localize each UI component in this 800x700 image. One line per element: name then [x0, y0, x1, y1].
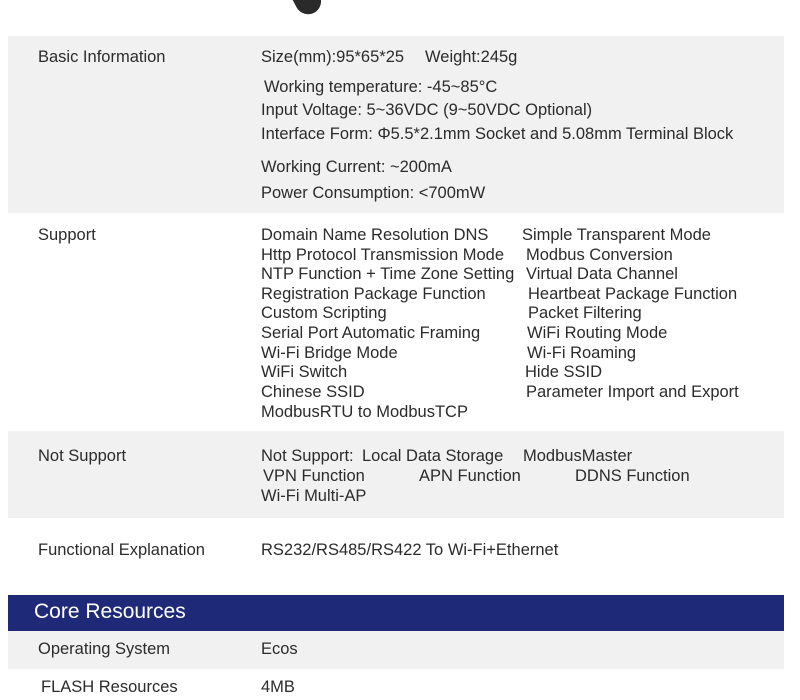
support-item: Domain Name Resolution DNS: [261, 226, 489, 244]
support-item: Hide SSID: [525, 363, 603, 381]
support-item: Modbus Conversion: [526, 246, 673, 264]
voltage-value: Input Voltage: 5~36VDC (9~50VDC Optional): [261, 101, 593, 119]
not-support-item: Local Data Storage: [362, 447, 504, 465]
weight-value: Weight:245g: [425, 48, 518, 66]
support-label: Support: [38, 226, 96, 244]
device-cable-image: [292, 0, 325, 19]
not-support-item: APN Function: [419, 467, 521, 485]
power-value: Power Consumption: <700mW: [261, 184, 486, 202]
basic-information-label: Basic Information: [38, 48, 166, 66]
basic-information-row: [8, 36, 784, 213]
support-row: [8, 213, 784, 428]
operating-system-value: Ecos: [261, 640, 298, 658]
size-value: Size(mm):95*65*25: [261, 48, 405, 66]
functional-explanation-value: RS232/RS485/RS422 To Wi-Fi+Ethernet: [261, 541, 559, 559]
support-item: ModbusRTU to ModbusTCP: [261, 403, 468, 421]
support-item: Custom Scripting: [261, 304, 387, 322]
not-support-item: VPN Function: [263, 467, 365, 485]
support-item: Wi-Fi Roaming: [527, 344, 637, 362]
support-item: Wi-Fi Bridge Mode: [261, 344, 398, 362]
support-item: Heartbeat Package Function: [528, 285, 738, 303]
current-value: Working Current: ~200mA: [261, 158, 452, 176]
support-item: Parameter Import and Export: [526, 383, 739, 401]
functional-explanation-label: Functional Explanation: [38, 541, 205, 559]
interface-value: Interface Form: Φ5.5*2.1mm Socket and 5.08mm Terminal Block: [261, 125, 734, 143]
not-support-item: Wi-Fi Multi-AP: [261, 487, 367, 505]
support-item: Virtual Data Channel: [526, 265, 678, 283]
not-support-prefix: Not Support:: [261, 447, 354, 465]
not-support-label: Not Support: [38, 447, 127, 465]
flash-resources-value: 4MB: [261, 678, 295, 696]
core-resources-header: [8, 595, 784, 631]
support-item: WiFi Routing Mode: [527, 324, 668, 342]
support-item: Serial Port Automatic Framing: [261, 324, 481, 342]
support-item: Chinese SSID: [261, 383, 365, 401]
not-support-row: [8, 431, 784, 518]
temperature-value: Working temperature: -45~85°C: [264, 78, 498, 96]
not-support-item: ModbusMaster: [523, 447, 633, 465]
operating-system-label: Operating System: [38, 640, 171, 658]
functional-explanation-row: [8, 518, 784, 582]
support-item: Simple Transparent Mode: [522, 226, 711, 244]
support-item: Packet Filtering: [528, 304, 642, 322]
support-item: WiFi Switch: [261, 363, 348, 381]
support-item: Registration Package Function: [261, 285, 486, 303]
flash-resources-label: FLASH Resources: [41, 678, 178, 696]
core-resources-title: Core Resources: [34, 600, 186, 623]
operating-system-row: [8, 631, 784, 669]
not-support-item: DDNS Function: [575, 467, 690, 485]
support-item: NTP Function + Time Zone Setting: [261, 265, 515, 283]
flash-resources-row: [8, 669, 784, 700]
support-item: Http Protocol Transmission Mode: [261, 246, 505, 264]
